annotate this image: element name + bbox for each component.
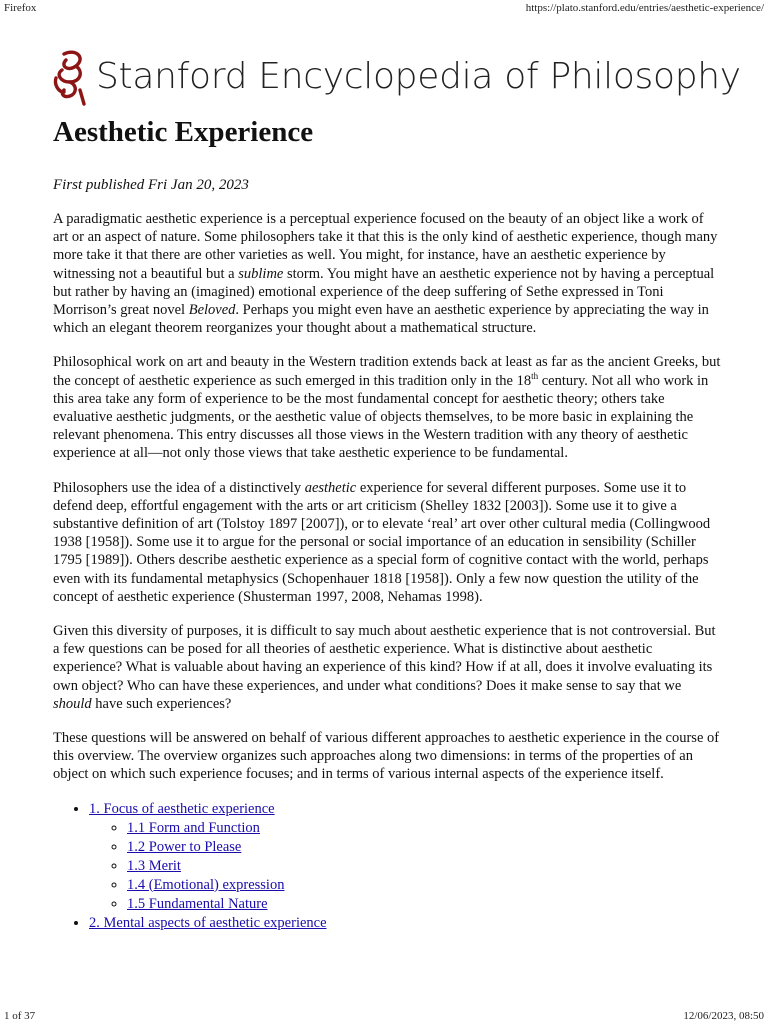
toc-link-form-function[interactable]: 1.1 Form and Function: [127, 819, 260, 836]
toc-link-fundamental-nature[interactable]: 1.5 Fundamental Nature: [127, 895, 268, 912]
paragraph-2: Philosophical work on art and beauty in the Western tradition extends back at least as far as the ancient Greeks, but the concept of aesthetic experience as such emerged in this tradition only in the 18th century. Not all who work in this area take any form of experience to be the most fundamental concept for aesthetic theory; others take evaluative aesthetic judgments, or the aesthetic value of objects themselves, to be more basic in explaining the relevant phenomena. This entry discusses all those views in the Western tradition with any theory of aesthetic experience at all—not only those views that take aesthetic experience to be fundamental.: [53, 354, 721, 462]
paragraph-5: These questions will be answered on behalf of various different approaches to aesthetic experience in the course of this overview. The overview organizes such approaches along two dimensions: in terms of the properties of an object on which such experience focuses; and in terms of various internal aspects of the experience itself.: [53, 730, 720, 783]
toc-item: [89, 800, 721, 914]
print-footer: [0, 1008, 768, 1024]
paragraph-1: A paradigmatic aesthetic experience is a perceptual experience focused on the beauty of an object like a work of art or an aspect of nature. Some philosophers take it that this is the only kind of aesthetic experience, though many more take it that there are other varieties as well. You might, for instance, have an aesthetic experience by witnessing not a beautiful but a sublime storm. You might have an aesthetic experience not by having a perceptual but rather by having an (imagined) emotional experience of the deep suffering of Sethe expressed in Toni Morrison’s great novel Beloved. Perhaps you might even have an aesthetic experience by appreciating the way in which an elegant theorem reorganizes your thought about a mathematical structure.: [53, 211, 718, 337]
toc-link-power-to-please[interactable]: 1.2 Power to Please: [127, 838, 242, 855]
print-datetime: 12/06/2023, 08:50: [683, 1010, 764, 1022]
page-number: 1 of 37: [4, 1010, 36, 1022]
paragraph-3: Philosophers use the idea of a distinctively aesthetic experience for several different purposes. Some use it to defend deep, effortful engagement with the arts or art criticism (Shelley 1832 [2003]). Some use it to give a substantive definition of art (Tolstoy 1897 [2007]), or to elevate ‘real’ art over other cultural media (Collingwood 1938 [1958]). Some use it to argue for the personal or social importance of an education in sensibility (Schiller 1795 [1989]). Others describe aesthetic experience as a special form of cognitive contact with the world, perhaps even with its fundamental metaphysics (Schopenhauer 1818 [1958]). Only a few now question the utility of the concept of aesthetic experience (Shusterman 1997, 2008, Nehamas 1998).: [53, 479, 711, 605]
sep-logo-icon[interactable]: [50, 48, 90, 106]
toc-subitem: [127, 819, 721, 838]
article-title: Aesthetic Experience: [53, 116, 314, 148]
toc-link-emotional-expression[interactable]: 1.4 (Emotional) expression: [127, 876, 285, 893]
toc-subitem: [127, 895, 721, 914]
paragraph-4: Given this diversity of purposes, it is difficult to say much about aesthetic experience that is not controversial. But a few questions can be posed for all theories of aesthetic experience. What is distinctive about aesthetic experience? What is valuable about having an experience of this kind? How if at all, does it involve evaluating its own object? Who can have these experiences, and under what conditions? Does it make sense to say that we should have such experiences?: [53, 623, 716, 712]
publication-date: First published Fri Jan 20, 2023: [53, 177, 249, 193]
site-title[interactable]: Stanford Encyclopedia of Philosophy: [96, 56, 741, 97]
toc-link-mental-aspects[interactable]: 2. Mental aspects of aesthetic experience: [89, 914, 327, 931]
toc-subitem: [127, 838, 721, 857]
toc-sublist: [89, 819, 721, 914]
print-url: https://plato.stanford.edu/entries/aesthetic-experience/: [525, 2, 764, 14]
table-of-contents: [53, 800, 721, 933]
toc-subitem: [127, 876, 721, 895]
toc-link-focus[interactable]: 1. Focus of aesthetic experience: [89, 800, 275, 817]
toc-subitem: [127, 857, 721, 876]
print-header: [0, 0, 768, 16]
toc-link-merit[interactable]: 1.3 Merit: [127, 857, 181, 874]
print-app-name: Firefox: [4, 2, 37, 14]
article-content: [53, 112, 721, 933]
site-header[interactable]: [50, 48, 741, 106]
toc-item: [89, 914, 721, 933]
